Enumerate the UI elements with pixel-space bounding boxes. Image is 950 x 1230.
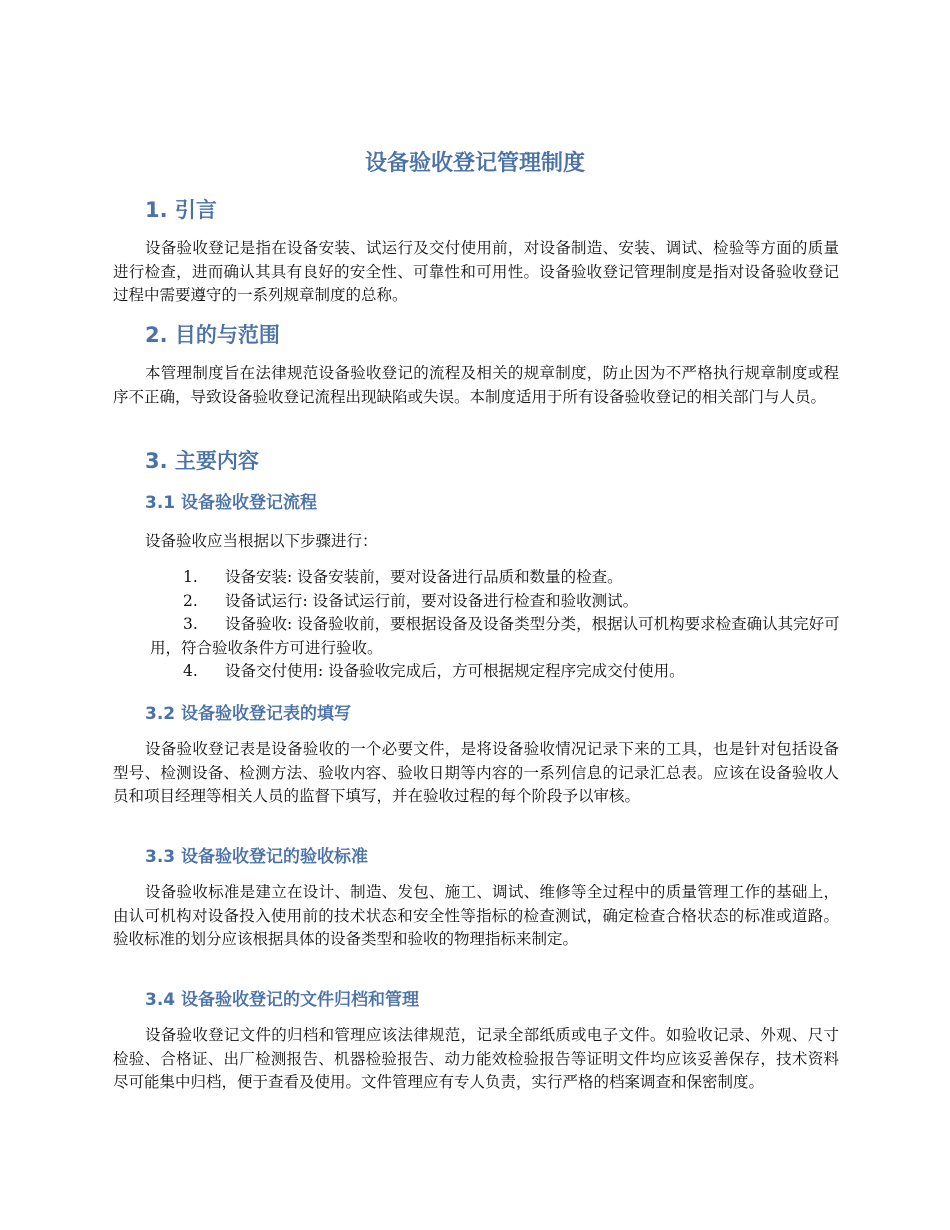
section-heading-purpose-scope: 2. 目的与范围 bbox=[145, 323, 280, 347]
section-text-introduction: 设备验收登记是指在设备安装、试运行及交付使用前，对设备制造、安装、调试、检验等方面的质量进行检查，进而确认其具有良好的安全性、可靠性和可用性。设备验收登记管理制度是指对设备验收登记过程中需要遵守的一系列规章制度的总称。 bbox=[113, 239, 839, 304]
step-number: 2. bbox=[183, 591, 198, 610]
step-number: 1. bbox=[183, 568, 198, 586]
section-heading-main-content: 3. 主要内容 bbox=[145, 449, 259, 473]
subsection-heading-archiving: 3.4 设备验收登记的文件归档和管理 bbox=[145, 990, 420, 1010]
step-text: 设备验收: 设备验收前，要根据设备及设备类型分类，根据认可机构要求检查确认其完好可用，符合验收条件方可进行验收。 bbox=[150, 615, 840, 657]
step-number: 3. bbox=[183, 615, 198, 633]
step-text: 设备试运行: 设备试运行前，要对设备进行检查和验收测试。 bbox=[225, 591, 639, 610]
section-heading-introduction: 1. 引言 bbox=[145, 198, 217, 222]
list-item bbox=[150, 613, 840, 660]
step-number: 4. bbox=[183, 662, 198, 680]
list-item bbox=[150, 590, 840, 614]
list-item bbox=[150, 660, 840, 684]
subsection-heading-standards: 3.3 设备验收登记的验收标准 bbox=[145, 847, 369, 867]
section-text-purpose-scope: 本管理制度旨在法律规范设备验收登记的流程及相关的规章制度，防止因为不严格执行规章制度或程序不正确，导致设备验收登记流程出现缺陷或失误。本制度适用于所有设备验收登记的相关部门与人员。 bbox=[113, 364, 839, 406]
subsection-heading-process: 3.1 设备验收登记流程 bbox=[145, 493, 318, 513]
form-filling-text: 设备验收登记表是设备验收的一个必要文件，是将设备验收情况记录下来的工具，也是针对包括设备型号、检测设备、检测方法、验收内容、验收日期等内容的一系列信息的记录汇总表。应该在设备验收人员和项目经理等相关人员的监督下填写，并在验收过程的每个阶段予以审核。 bbox=[113, 740, 839, 805]
process-steps-list bbox=[150, 566, 840, 684]
document-title: 设备验收登记管理制度 bbox=[364, 151, 585, 176]
process-intro: 设备验收应当根据以下步骤进行： bbox=[145, 532, 378, 550]
step-text: 设备交付使用: 设备验收完成后，方可根据规定程序完成交付使用。 bbox=[225, 662, 685, 680]
step-text: 设备安装: 设备安装前，要对设备进行品质和数量的检查。 bbox=[225, 568, 623, 586]
subsection-heading-form-filling: 3.2 设备验收登记表的填写 bbox=[145, 704, 352, 724]
list-item bbox=[150, 566, 840, 590]
standards-text: 设备验收标准是建立在设计、制造、发包、施工、调试、维修等全过程中的质量管理工作的基础上，由认可机构对设备投入使用前的技术状态和安全性等指标的检查测试，确定检查合格状态的标准或道路。 验收标准的划分应该根据具体的设备类型和验收的物理指标来制定。 bbox=[113, 883, 839, 948]
archiving-text: 设备验收登记文件的归档和管理应该法律规范，记录全部纸质或电子文件。如验收记录、外观、尺寸检验、合格证、出厂检测报告、机器检验报告、动力能效检验报告等证明文件均应该妥善保存，技术资料尽可能集中归档，便于查看及使用。文件管理应有专人负责，实行严格的档案调查和保密制度。 bbox=[113, 1026, 839, 1091]
